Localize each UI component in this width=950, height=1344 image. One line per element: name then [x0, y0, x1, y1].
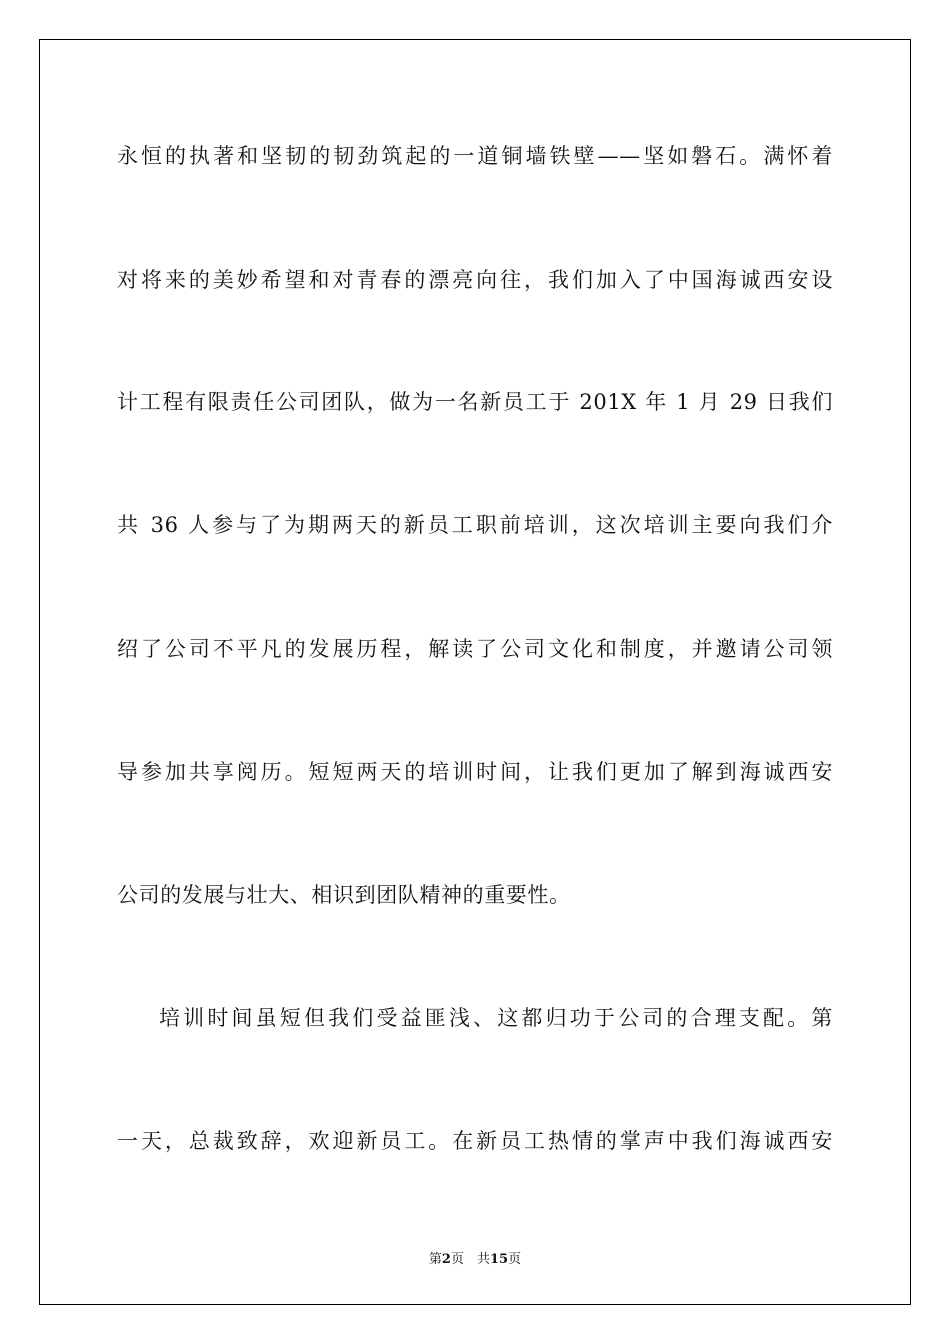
- body-line-3: 计工程有限责任公司团队，做为一名新员工于 201X 年 1 月 29 日我们: [117, 390, 833, 414]
- footer-mid: 页 共: [450, 1252, 490, 1267]
- body-line-4: 共 36 人参与了为期两天的新员工职前培训，这次培训主要向我们介: [117, 513, 833, 537]
- footer-current-page: 2: [441, 1252, 451, 1267]
- body-line-5: 绍了公司不平凡的发展历程，解读了公司文化和制度，并邀请公司领: [117, 637, 833, 661]
- footer-total-pages: 15: [489, 1252, 509, 1267]
- body-line-2: 对将来的美妙希望和对青春的漂亮向往，我们加入了中国海诚西安设: [117, 268, 833, 292]
- footer-prefix: 第: [428, 1252, 442, 1267]
- body-line-9: 一天，总裁致辞，欢迎新员工。在新员工热情的掌声中我们海诚西安: [117, 1129, 833, 1153]
- body-line-6: 导参加共享阅历。短短两天的培训时间，让我们更加了解到海诚西安: [117, 760, 833, 784]
- footer-suffix: 页: [508, 1252, 522, 1267]
- page-footer: [0, 1248, 950, 1267]
- body-line-1: 永恒的执著和坚韧的韧劲筑起的一道铜墙铁壁——坚如磐石。满怀着: [117, 144, 833, 168]
- page-border: [39, 39, 911, 1305]
- body-line-7: 公司的发展与壮大、相识到团队精神的重要性。: [117, 883, 571, 907]
- body-line-8: 培训时间虽短但我们受益匪浅、这都归功于公司的合理支配。第: [159, 1006, 833, 1030]
